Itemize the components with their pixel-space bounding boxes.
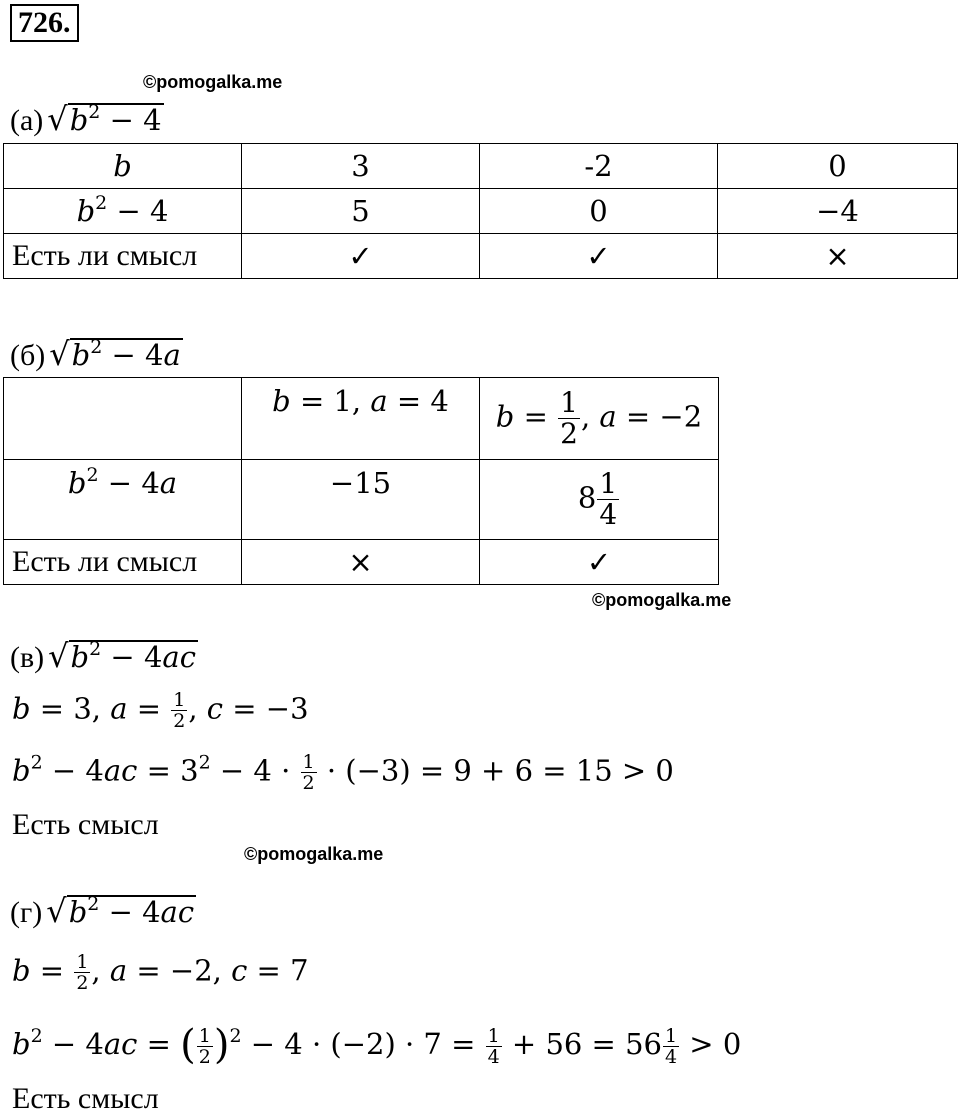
cross-icon: × <box>718 234 958 279</box>
table-cell: Есть ли смысл <box>4 540 242 585</box>
part-c-given: b = 3, a = $\frac{1}{2}$ , c = −3 <box>12 689 309 732</box>
table-a <box>3 143 958 279</box>
part-a-radical: $√b^2 - 4$ <box>47 100 162 138</box>
check-icon: ✓ <box>480 234 718 279</box>
table-cell: -2 <box>480 144 718 189</box>
table-b <box>3 377 719 585</box>
part-c-label: (в) <box>10 641 45 674</box>
watermark: ©pomogalka.me <box>143 72 283 92</box>
part-d-radical: $√b^2 - 4ac$ <box>46 892 195 930</box>
watermark: ©pomogalka.me <box>592 590 732 610</box>
table-cell: 5 <box>242 189 480 234</box>
check-icon: ✓ <box>480 540 719 585</box>
table-cell: −15 <box>242 460 480 540</box>
part-c-heading <box>10 637 198 675</box>
table-row <box>4 234 958 279</box>
part-b-label: (б) <box>10 339 46 372</box>
table-cell: b <box>4 144 242 189</box>
table-cell <box>4 378 242 460</box>
cross-icon: × <box>242 540 480 585</box>
part-d-heading <box>10 892 196 930</box>
watermark: ©pomogalka.me <box>244 844 384 864</box>
part-b-radical: $√b^2 - 4a$ <box>49 335 181 373</box>
part-d-given: b = $\frac{1}{2}$ , a = −2, c = 7 <box>12 951 309 994</box>
table-cell-expr: $b^2 - 4a$ <box>4 460 242 540</box>
problem-number: 726. <box>10 4 79 42</box>
table-cell: Есть ли смысл <box>4 234 242 279</box>
table-cell: 3 <box>242 144 480 189</box>
table-cell: b = 1, a = 4 <box>242 378 480 460</box>
part-b-heading <box>10 335 183 373</box>
table-row <box>4 144 958 189</box>
table-cell: 0 <box>480 189 718 234</box>
table-row <box>4 189 958 234</box>
table-row <box>4 378 719 460</box>
table-cell: −4 <box>718 189 958 234</box>
part-a-heading <box>10 100 164 138</box>
table-row <box>4 460 719 540</box>
table-cell: 0 <box>718 144 958 189</box>
part-d-calc: $b^2 - 4ac$ = ( $\frac{1}{2}$ )$^2$ − 4 · (−2) · 7 = $\frac{1}{4}$ + 56 = 56 $\frac{1}{4}$ > 0 <box>12 1022 742 1068</box>
part-d-conclusion: Есть смысл <box>12 1082 159 1115</box>
part-c-radical: $√b^2 - 4ac$ <box>48 637 196 675</box>
table-cell-expr: $b^2 - 4$ <box>4 189 242 234</box>
part-d-label: (г) <box>10 896 43 929</box>
table-cell: b = $\frac{1}{2}$ , a = −2 <box>480 378 719 460</box>
part-c-conclusion: Есть смысл <box>12 808 159 841</box>
check-icon: ✓ <box>242 234 480 279</box>
part-a-label: (а) <box>10 104 44 137</box>
table-row <box>4 540 719 585</box>
table-cell: 8 $\frac{1}{4}$ <box>480 460 719 540</box>
part-c-calc: $b^2 - 4ac = 3^2 - 4$ · $\frac{1}{2}$ · (−3) = 9 + 6 = 15 > 0 <box>12 751 674 794</box>
